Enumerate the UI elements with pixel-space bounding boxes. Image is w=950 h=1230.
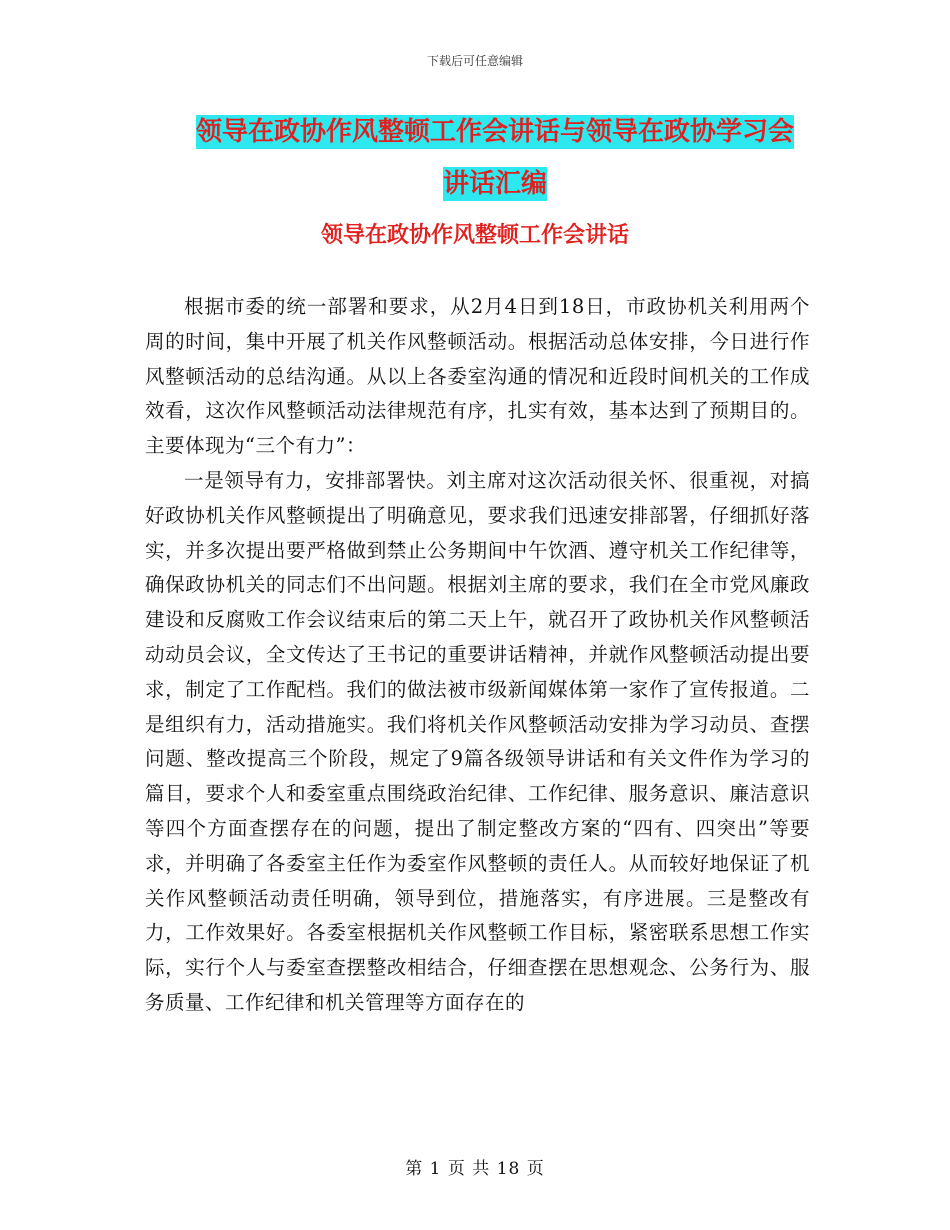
paragraph-1: 根据市委的统一部署和要求，从2月4日到18日，市政协机关利用两个周的时间，集中开展了机关作风整顿活动。根据活动总体安排，今日进行作风整顿活动的总结沟通。从以上各委室沟通的情况和近段时间机关的工作成效看，这次作风整顿活动法律规范有序，扎实有效，基本达到了预期目的。主要体现为“三个有力”： — [145, 295, 810, 458]
section-title: 领导在政协作风整顿工作会讲话 — [320, 223, 629, 248]
header-note: 下载后可任意编辑 — [426, 54, 523, 68]
body-text — [145, 290, 810, 1021]
title-line-1: 领导在政协作风整顿工作会讲话与领导在政协学习会 — [195, 117, 794, 147]
page-footer: 第 1 页 共 18 页 — [405, 1159, 545, 1179]
title-line-2: 讲话汇编 — [442, 169, 547, 199]
document-title — [150, 106, 840, 210]
paragraph-2: 一是领导有力，安排部署快。刘主席对这次活动很关怀、很重视，对搞好政协机关作风整顿提出了明确意见，要求我们迅速安排部署，仔细抓好落实，并多次提出要严格做到禁止公务期间中午饮酒、遵守机关工作纪律等，确保政协机关的同志们不出问题。根据刘主席的要求，我们在全市党风廉政建设和反腐败工作会议结束后的第二天上午，就召开了政协机关作风整顿活动动员会议，全文传达了王书记的重要讲话精神，并就作风整顿活动提出要求，制定了工作配档。我们的做法被市级新闻媒体第一家作了宣传报道。二是组织有力，活动措施实。我们将机关作风整顿活动安排为学习动员、查摆问题、整改提高三个阶段，规定了9篇各级领导讲话和有关文件作为学习的篇目，要求个人和委室重点围绕政治纪律、工作纪律、服务意识、廉洁意识等四个方面查摆存在的问题，提出了制定整改方案的“四有、四突出”等要求，并明确了各委室主任作为委室作风整顿的责任人。从而较好地保证了机关作风整顿活动责任明确，领导到位，措施落实，有序进展。三是整改有力，工作效果好。各委室根据机关作风整顿工作目标，紧密联系思想工作实际，实行个人与委室查摆整改相结合，仔细查摆在思想观念、公务行为、服务质量、工作纪律和机关管理等方面存在的 — [145, 468, 810, 1014]
